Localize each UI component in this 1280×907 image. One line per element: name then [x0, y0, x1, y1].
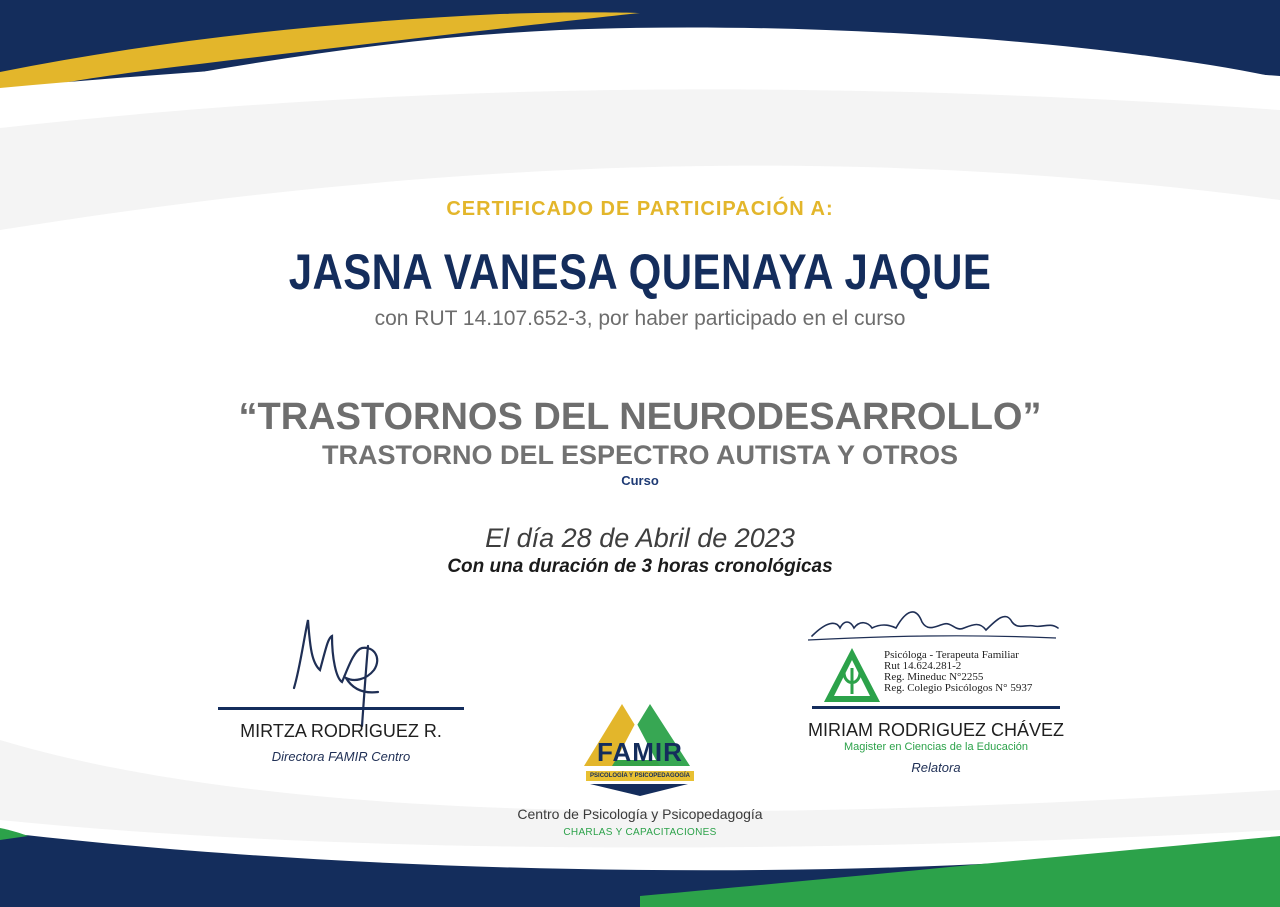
stamp-line-4: Reg. Colegio Psicólogos N° 5937: [884, 682, 1033, 694]
professional-stamp: [884, 650, 1064, 694]
signature-line-left: [218, 707, 464, 710]
center-tagline: CHARLAS Y CAPACITACIONES: [563, 827, 717, 838]
rut-line: con RUT 14.107.652-3, por haber participado en el curso: [374, 307, 906, 330]
stamp-line-2: Rut 14.624.281-2: [884, 660, 962, 672]
signatory-right-name: MIRIAM RODRIGUEZ CHÁVEZ: [807, 720, 1064, 740]
brand-subtitle: PSICOLOGÍA Y PSICOPEDAGOGÍA: [586, 771, 694, 781]
duration-line: Con una duración de 3 horas cronológicas: [447, 556, 833, 577]
certificate-heading: CERTIFICADO DE PARTICIPACIÓN A:: [446, 198, 834, 220]
center-name: Centro de Psicología y Psicopedagogía: [517, 806, 763, 822]
signature-right: [806, 602, 1066, 648]
course-title: “TRASTORNOS DEL NEURODESARROLLO”: [238, 396, 1042, 438]
signature-line-right: [812, 706, 1060, 709]
recipient-name: JASNA VANESA QUENAYA JAQUE: [288, 244, 992, 300]
psychology-stamp-logo: [822, 646, 882, 704]
date-line: El día 28 de Abril de 2023: [485, 523, 795, 553]
stamp-line-1: Psicóloga - Terapeuta Familiar: [884, 649, 1019, 661]
stamp-line-3: Reg. Mineduc N°2255: [884, 671, 984, 683]
signature-left: [282, 608, 392, 728]
signatory-right-role: Relatora: [911, 760, 961, 775]
signatory-left-name: MIRTZA RODRIGUEZ R.: [240, 721, 442, 741]
brand-name: FAMIR: [597, 737, 683, 767]
course-type: Curso: [621, 473, 659, 488]
signatory-right-degree: Magister en Ciencias de la Educación: [843, 741, 1029, 753]
course-subtitle: TRASTORNO DEL ESPECTRO AUTISTA Y OTROS: [321, 440, 959, 470]
signatory-left-role: Directora FAMIR Centro: [271, 749, 411, 764]
